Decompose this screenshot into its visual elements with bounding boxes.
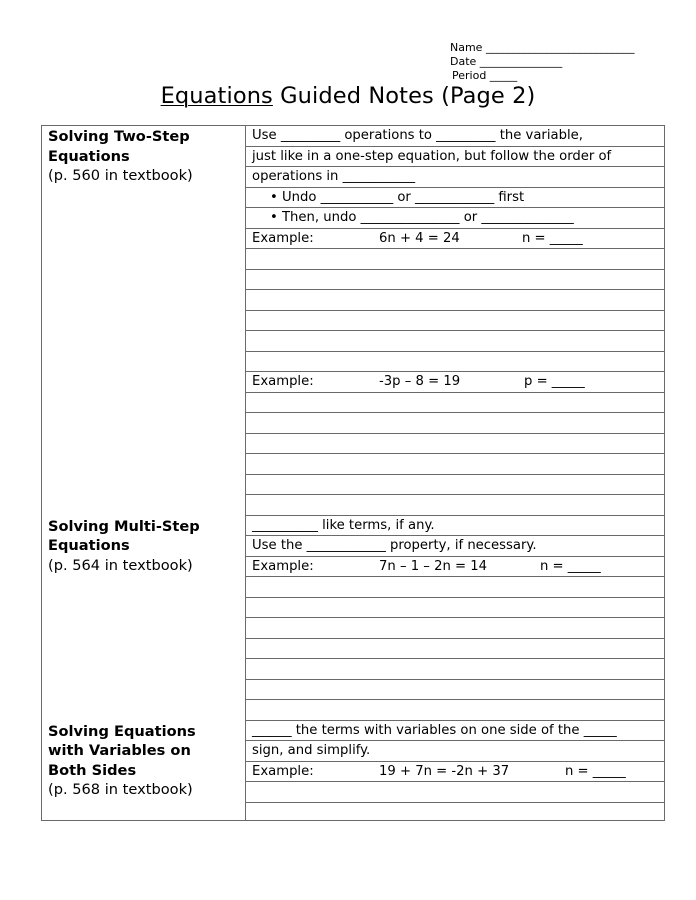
blank-work-line[interactable] [246, 393, 664, 414]
blank-work-line[interactable] [246, 270, 664, 291]
section-title-line: Solving Multi-Step [48, 517, 200, 535]
example-equation: 19 + 7n = -2n + 37 [379, 763, 510, 779]
note-text: Use the ____________ property, if necessary. [252, 538, 537, 553]
bullet-line[interactable] [246, 188, 664, 209]
period-field[interactable]: Period _____ [452, 69, 518, 82]
header-fields [450, 41, 634, 83]
blank-work-line[interactable] [246, 413, 664, 434]
example-equation: 6n + 4 = 24 [379, 230, 460, 246]
example-label: Example: [252, 763, 314, 779]
bullet-icon: • [270, 189, 278, 205]
example-line[interactable] [246, 557, 664, 578]
section-title-line: Equations [48, 537, 130, 554]
example-equation: 7n – 1 – 2n = 14 [379, 558, 488, 574]
example-label: Example: [252, 230, 314, 246]
section-title-line: Solving Two-Step [48, 128, 190, 145]
example-label: Example: [252, 374, 314, 389]
blank-work-line[interactable] [246, 290, 664, 311]
blank-work-line[interactable] [246, 331, 664, 352]
blank-work-line[interactable] [246, 352, 664, 373]
section-heading [48, 722, 196, 800]
fill-in-line[interactable] [246, 126, 664, 147]
answer-blank[interactable]: n = _____ [540, 558, 601, 574]
note-text: Undo ___________ or ____________ first [282, 189, 525, 205]
answer-blank[interactable]: n = _____ [565, 763, 626, 779]
example-label: Example: [252, 558, 314, 574]
page-title [0, 83, 696, 109]
blank-work-line[interactable] [246, 659, 664, 680]
notes-table [41, 125, 665, 821]
note-text: ______ the terms with variables on one side of the _____ [252, 722, 617, 738]
title-underlined-word: Equations [160, 83, 273, 109]
blank-work-line[interactable] [246, 434, 664, 455]
example-line[interactable] [246, 229, 664, 250]
section-title-line: Solving Equations [48, 722, 196, 740]
date-field[interactable]: Date _______________ [450, 55, 563, 68]
section-heading [48, 517, 200, 576]
blank-work-line[interactable] [246, 577, 664, 598]
note-text: sign, and simplify. [252, 743, 371, 758]
textbook-page-reference: (p. 564 in textbook) [48, 556, 193, 574]
note-text: __________ like terms, if any. [252, 517, 435, 533]
fill-in-line[interactable] [246, 147, 664, 168]
section-title-line: Equations [48, 147, 130, 165]
blank-work-line[interactable] [246, 680, 664, 701]
example-line[interactable] [246, 762, 664, 783]
blank-work-line[interactable] [246, 803, 664, 824]
name-field[interactable]: Name ___________________________ [450, 41, 635, 54]
note-text: Then, undo _______________ or ______________ [282, 210, 574, 225]
answer-blank[interactable]: p = _____ [524, 374, 585, 389]
answer-blank[interactable]: n = _____ [522, 230, 583, 246]
blank-work-line[interactable] [246, 782, 664, 803]
blank-work-line[interactable] [246, 639, 664, 660]
fill-in-line[interactable] [246, 516, 664, 537]
fill-in-line[interactable] [246, 536, 664, 557]
note-text: operations in ___________ [252, 169, 416, 184]
blank-work-line[interactable] [246, 618, 664, 639]
fill-in-line[interactable] [246, 741, 664, 762]
section-heading [48, 127, 193, 186]
section-title-line: Both Sides [48, 761, 137, 779]
example-line[interactable] [246, 372, 664, 393]
blank-work-line[interactable] [246, 475, 664, 496]
fill-in-line[interactable] [246, 167, 664, 188]
blank-work-line[interactable] [246, 598, 664, 619]
example-equation: -3p – 8 = 19 [379, 374, 461, 389]
note-text: just like in a one-step equation, but follow the order of [252, 148, 612, 164]
blank-work-line[interactable] [246, 495, 664, 516]
bullet-line[interactable] [246, 208, 664, 229]
blank-work-line[interactable] [246, 311, 664, 332]
blank-work-line[interactable] [246, 700, 664, 721]
title-rest: Guided Notes (Page 2) [272, 83, 536, 109]
fill-in-line[interactable] [246, 721, 664, 742]
textbook-page-reference: (p. 568 in textbook) [48, 781, 193, 798]
note-text: Use _________ operations to _________ the variable, [252, 128, 583, 143]
blank-work-line[interactable] [246, 249, 664, 270]
bullet-icon: • [270, 210, 278, 225]
textbook-page-reference: (p. 560 in textbook) [48, 167, 193, 184]
blank-work-line[interactable] [246, 454, 664, 475]
section-title-line: with Variables on [48, 742, 191, 759]
topics-column [42, 126, 246, 820]
